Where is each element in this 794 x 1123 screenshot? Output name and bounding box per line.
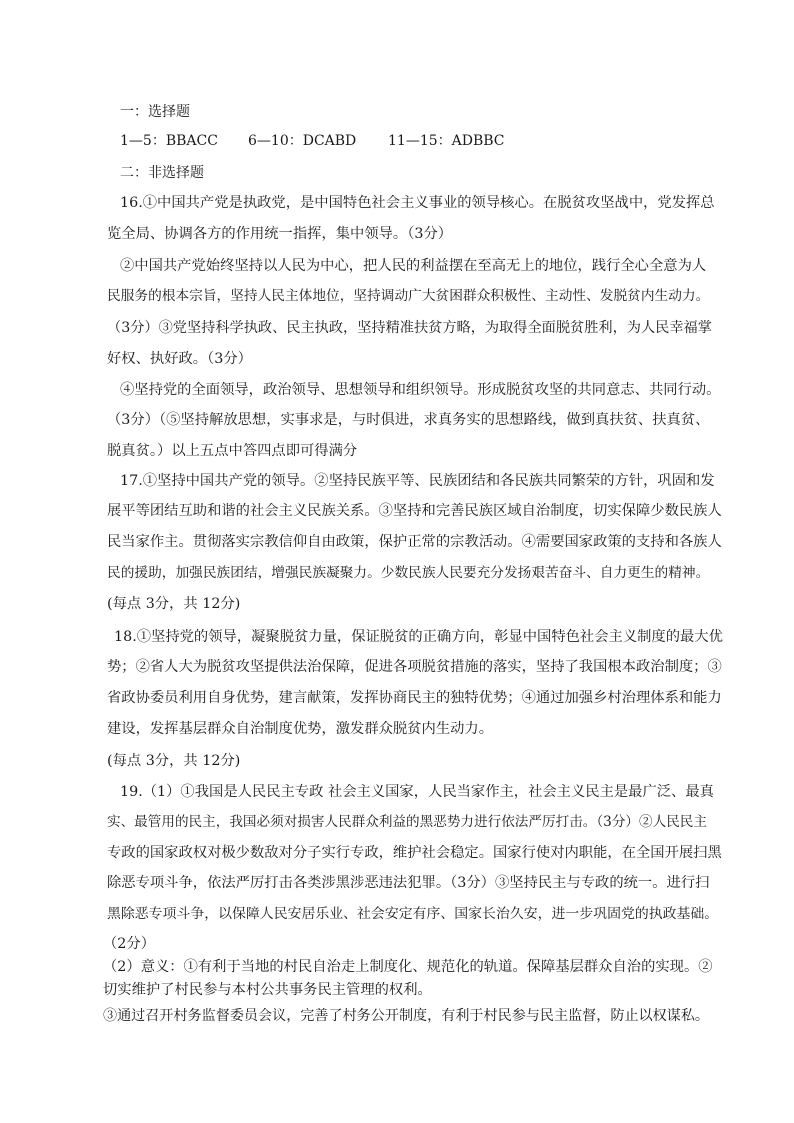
q16-line: （3分）③党坚持科学执政、民主执政，坚持精准扶贫方略，为取得全面脱贫胜利，为人民幸福掌: [107, 320, 712, 336]
q19-line: ③通过召开村务监督委员会议，完善了村务公开制度，有利于村民参与民主监督，防止以权谋私。: [103, 1008, 710, 1024]
section-2-title: 二：非选择题: [120, 165, 204, 181]
q19-line: 实、最管用的民主，我国必须对损害人民群众利益的黑恶势力进行依法严厉打击。（3分）②人民民主: [107, 814, 707, 830]
answers-11-15: 11—15：ADBBC: [388, 133, 505, 149]
q18-points: (每点 3分，共 12分): [107, 753, 241, 769]
q19-line: 专政的国家政权对极少数敌对分子实行专政，维护社会稳定。国家行使对内职能，在全国开展扫黑: [107, 845, 722, 861]
q17-points: (每点 3分，共 12分): [107, 596, 241, 612]
q19-line: （2）意义：①有利于当地的村民自治走上制度化、规范化的轨道。保障基层群众自治的实现。②: [103, 959, 713, 975]
q19-line: 除恶专项斗争，依法严厉打击各类涉黑涉恶违法犯罪。（3分）③坚持民主与专政的统一。进行扫: [107, 875, 710, 891]
answers-6-10: 6—10：DCABD: [248, 133, 357, 149]
q16-line: 脱真贫。）以上五点中答四点即可得满分: [107, 443, 358, 459]
q19-line: 黑除恶专项斗争，以保障人民安居乐业、社会安定有序、国家长治久安，进一步巩固党的执政基础。: [107, 906, 719, 922]
q16-line: ④坚持党的全面领导，政治领导、思想领导和组织领导。形成脱贫攻坚的共同意志、共同行动。: [120, 382, 721, 398]
q16-line: （3分）（⑤坚持解放思想，实事求是，与时俱进，求真务实的思想路线，做到真扶贫、扶真贫、: [107, 412, 710, 428]
section-1-title: 一：选择题: [120, 104, 190, 120]
q18-line: 势；②省人大为脱贫攻坚提供法治保障，促进各项脱贫措施的落实，坚持了我国根本政治制度；③: [107, 659, 722, 675]
q16-line: ②中国共产党始终坚持以人民为中心，把人民的利益摆在至高无上的地位，践行全心全意为人: [120, 258, 707, 274]
q18-line: 省政协委员利用自身优势，建言献策，发挥协商民主的独特优势；④通过加强乡村治理体系和能力: [107, 690, 722, 706]
q19-line: 切实维护了村民参与本村公共事务民主管理的权利。: [103, 982, 432, 998]
q16-line: 民服务的根本宗旨，坚持人民主体地位，坚持调动广大贫困群众积极性、主动性、发脱贫内生动力。: [107, 288, 710, 304]
q18-line: 建设，发挥基层群众自治制度优势，激发群众脱贫内生动力。: [107, 721, 494, 737]
q16-line: 好权、执好政。（3分）: [107, 351, 252, 367]
q19-line: 19.（1）①我国是人民民主专政 社会主义国家，人民当家作主，社会主义民主是最广泛、最真: [120, 784, 714, 800]
multiple-choice-answers: [120, 131, 505, 151]
q17-line: 民当家作主。贯彻落实宗教信仰自由政策，保护正常的宗教活动。④需要国家政策的支持和各族人: [107, 534, 722, 550]
q18-line: 18.①坚持党的领导，凝聚脱贫力量，保证脱贫的正确方向，彰显中国特色社会主义制度的最大优: [114, 629, 723, 645]
q17-line: 展平等团结互助和谐的社会主义民族关系。③坚持和完善民族区域自治制度，切实保障少数民族人: [107, 503, 722, 519]
q16-line: 览全局、协调各方的作用统一指挥，集中领导。（3分）: [107, 226, 453, 242]
q16-line: 16.①中国共产党是执政党，是中国特色社会主义事业的领导核心。在脱贫攻坚战中，党发挥总: [120, 195, 715, 211]
q17-line: 17.①坚持中国共产党的领导。②坚持民族平等、民族团结和各民族共同繁荣的方针，巩固和发: [120, 473, 715, 489]
answers-1-5: 1—5：BBACC: [120, 133, 218, 149]
q17-line: 民的援助，加强民族团结，增强民族凝聚力。少数民族人民要充分发扬艰苦奋斗、自力更生的精神。: [107, 565, 710, 581]
q19-line: （2分）: [103, 936, 155, 952]
